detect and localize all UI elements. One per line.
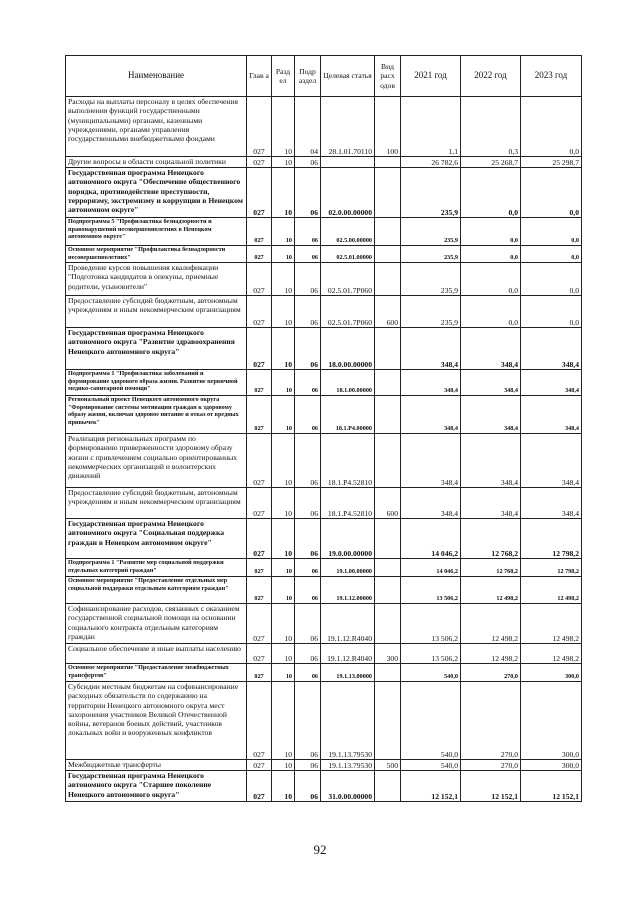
cell-razdel: 10 (272, 664, 295, 682)
cell-target: 28.1.01.70110 (321, 97, 375, 157)
cell-glava: 027 (247, 296, 272, 328)
cell-2021: 235,9 (401, 296, 461, 328)
table-row (66, 370, 582, 396)
cell-target: 19.1.13.79530 (321, 760, 375, 771)
cell-2022: 0,0 (461, 296, 521, 328)
cell-name: Подпрограмма 1 "Развитие мер социальной поддержки отдельных категорий граждан" (66, 559, 247, 577)
cell-2021: 13 506,2 (401, 604, 461, 644)
cell-target: 19.1.13.79530 (321, 682, 375, 760)
cell-2022: 12 498,2 (461, 604, 521, 644)
cell-target: 02.5.01.00000 (321, 246, 375, 263)
cell-vid (375, 246, 401, 263)
cell-2023: 348,4 (521, 328, 582, 370)
cell-vid (375, 664, 401, 682)
cell-vid (375, 519, 401, 559)
cell-glava: 027 (247, 168, 272, 218)
cell-name: Расходы на выплаты персоналу в целях обеспечения выполнения функций государственными (муниципальными) органами, казенными учреждениями, органами управления государственными внебюджетными фондами (66, 97, 247, 157)
cell-2023: 348,4 (521, 396, 582, 434)
cell-razdel: 10 (272, 263, 295, 296)
cell-podrazdel: 06 (295, 771, 321, 802)
cell-razdel: 10 (272, 644, 295, 664)
table-row (66, 644, 582, 664)
cell-2023: 0,0 (521, 168, 582, 218)
cell-name: Государственная программа Ненецкого автономного округа "Развитие здравоохранения Ненецкого автономного округа" (66, 328, 247, 370)
cell-target: 19.1.12.R4040 (321, 604, 375, 644)
cell-podrazdel: 06 (295, 246, 321, 263)
cell-2023: 300,0 (521, 664, 582, 682)
cell-podrazdel: 06 (295, 577, 321, 604)
table-body (66, 97, 582, 802)
cell-name: Основное мероприятие "Предоставление межбюджетных трансфертов" (66, 664, 247, 682)
cell-name: Социальное обеспечение и иные выплаты населению (66, 644, 247, 664)
cell-podrazdel: 06 (295, 682, 321, 760)
cell-glava: 027 (247, 519, 272, 559)
cell-glava: 027 (247, 157, 272, 168)
table-row (66, 559, 582, 577)
cell-2023: 0,0 (521, 97, 582, 157)
cell-2023: 12 798,2 (521, 519, 582, 559)
cell-target: 02.5.00.00000 (321, 218, 375, 246)
cell-glava: 027 (247, 664, 272, 682)
cell-podrazdel: 06 (295, 396, 321, 434)
cell-2022: 348,4 (461, 396, 521, 434)
cell-podrazdel: 06 (295, 604, 321, 644)
cell-name: Субсидии местным бюджетам на софинансирование расходных обязательств по содержанию на территории Ненецкого автономного округа мест захоронения участников Великой Отечественной войны, ветеранов боевых действий, участников локальных войн и вооруженных конфликтов (66, 682, 247, 760)
table-row (66, 664, 582, 682)
cell-target: 19.1.12.R4040 (321, 644, 375, 664)
cell-razdel: 10 (272, 370, 295, 396)
cell-2023: 12 152,1 (521, 771, 582, 802)
cell-2023: 25 298,7 (521, 157, 582, 168)
cell-2021: 540,0 (401, 760, 461, 771)
cell-2022: 12 498,2 (461, 577, 521, 604)
cell-glava: 027 (247, 644, 272, 664)
cell-podrazdel: 06 (295, 296, 321, 328)
cell-podrazdel: 06 (295, 519, 321, 559)
cell-2021: 540,0 (401, 664, 461, 682)
header-vid: Вид расх одов (375, 56, 401, 97)
cell-target: 18.1.P4.00000 (321, 396, 375, 434)
cell-2022: 12 498,2 (461, 644, 521, 664)
cell-razdel: 10 (272, 559, 295, 577)
cell-name: Другие вопросы в области социальной политики (66, 157, 247, 168)
cell-2021: 13 506,2 (401, 644, 461, 664)
cell-2023: 12 498,2 (521, 604, 582, 644)
cell-2021: 26 782,6 (401, 157, 461, 168)
cell-2022: 0,0 (461, 263, 521, 296)
cell-target: 02.0.00.00000 (321, 168, 375, 218)
cell-name: Государственная программа Ненецкого автономного округа "Социальная поддержка граждан в Ненецком автономном округе" (66, 519, 247, 559)
table-row (66, 396, 582, 434)
cell-vid (375, 604, 401, 644)
cell-podrazdel: 06 (295, 370, 321, 396)
cell-2022: 348,4 (461, 488, 521, 519)
cell-vid (375, 263, 401, 296)
cell-2021: 14 046,2 (401, 559, 461, 577)
header-row (66, 56, 582, 97)
cell-target (321, 157, 375, 168)
cell-glava: 027 (247, 559, 272, 577)
cell-glava: 027 (247, 760, 272, 771)
cell-razdel: 10 (272, 488, 295, 519)
table-row (66, 246, 582, 263)
cell-razdel: 10 (272, 168, 295, 218)
cell-vid (375, 559, 401, 577)
cell-razdel: 10 (272, 519, 295, 559)
cell-2023: 348,4 (521, 370, 582, 396)
cell-vid: 600 (375, 296, 401, 328)
header-2023: 2023 год (521, 56, 582, 97)
cell-razdel: 10 (272, 396, 295, 434)
cell-vid (375, 370, 401, 396)
cell-glava: 027 (247, 263, 272, 296)
cell-2022: 348,4 (461, 370, 521, 396)
header-glava: Глав а (247, 56, 272, 97)
table-row (66, 488, 582, 519)
cell-podrazdel: 06 (295, 760, 321, 771)
header-podrazdel: Подр аздел (295, 56, 321, 97)
cell-name: Межбюджетные трансферты (66, 760, 247, 771)
cell-razdel: 10 (272, 157, 295, 168)
cell-glava: 027 (247, 328, 272, 370)
table-row (66, 682, 582, 760)
cell-2021: 14 046,2 (401, 519, 461, 559)
cell-podrazdel: 06 (295, 644, 321, 664)
table-row (66, 519, 582, 559)
header-2021: 2021 год (401, 56, 461, 97)
cell-name: Государственная программа Ненецкого автономного округа "Обеспечение общественного порядка, противодействие преступности, терроризму, экстремизму и коррупции в Ненецком автономном округе" (66, 168, 247, 218)
cell-vid: 300 (375, 644, 401, 664)
cell-2022: 12 152,1 (461, 771, 521, 802)
cell-target: 31.0.00.00000 (321, 771, 375, 802)
cell-target: 18.1.P4.52810 (321, 434, 375, 488)
cell-podrazdel: 06 (295, 168, 321, 218)
cell-2021: 1,1 (401, 97, 461, 157)
table-row (66, 296, 582, 328)
cell-glava: 027 (247, 396, 272, 434)
header-2022: 2022 год (461, 56, 521, 97)
cell-razdel: 10 (272, 246, 295, 263)
cell-2021: 235,9 (401, 263, 461, 296)
cell-target: 18.0.00.00000 (321, 328, 375, 370)
cell-razdel: 10 (272, 604, 295, 644)
cell-target: 19.1.13.00000 (321, 664, 375, 682)
cell-vid (375, 396, 401, 434)
cell-podrazdel: 04 (295, 97, 321, 157)
cell-glava: 027 (247, 97, 272, 157)
cell-name: Основное мероприятие "Предоставление отдельных мер социальной поддержки отдельным категориям граждан" (66, 577, 247, 604)
page-number: 92 (313, 842, 327, 857)
cell-2022: 25 268,7 (461, 157, 521, 168)
cell-target: 02.5.01.7P060 (321, 296, 375, 328)
cell-name: Региональный проект Ненецкого автономного округа "Формирование системы мотивации граждан к здоровому образу жизни, включая здоровое питание и отказ от вредных привычек" (66, 396, 247, 434)
cell-vid: 100 (375, 97, 401, 157)
cell-2021: 13 506,2 (401, 577, 461, 604)
cell-2023: 12 498,2 (521, 644, 582, 664)
cell-2023: 0,0 (521, 246, 582, 263)
cell-razdel: 10 (272, 218, 295, 246)
cell-2021: 235,9 (401, 168, 461, 218)
table-row (66, 157, 582, 168)
cell-2023: 348,4 (521, 488, 582, 519)
cell-razdel: 10 (272, 760, 295, 771)
cell-glava: 027 (247, 218, 272, 246)
cell-glava: 027 (247, 434, 272, 488)
cell-2022: 348,4 (461, 328, 521, 370)
table-row (66, 760, 582, 771)
cell-target: 02.5.01.7P060 (321, 263, 375, 296)
table-row (66, 577, 582, 604)
cell-target: 18.1.P4.52810 (321, 488, 375, 519)
cell-2021: 348,4 (401, 370, 461, 396)
cell-2022: 270,0 (461, 664, 521, 682)
cell-2022: 348,4 (461, 434, 521, 488)
table-row (66, 168, 582, 218)
cell-podrazdel: 06 (295, 157, 321, 168)
cell-vid: 500 (375, 760, 401, 771)
cell-podrazdel: 06 (295, 559, 321, 577)
cell-2022: 270,0 (461, 682, 521, 760)
cell-2021: 540,0 (401, 682, 461, 760)
cell-2022: 12 768,2 (461, 519, 521, 559)
cell-2023: 12 798,2 (521, 559, 582, 577)
cell-glava: 027 (247, 682, 272, 760)
cell-vid (375, 577, 401, 604)
cell-vid (375, 218, 401, 246)
cell-glava: 027 (247, 604, 272, 644)
cell-target: 18.1.00.00000 (321, 370, 375, 396)
cell-2023: 12 498,2 (521, 577, 582, 604)
cell-razdel: 10 (272, 577, 295, 604)
cell-2023: 0,0 (521, 263, 582, 296)
cell-2023: 0,0 (521, 296, 582, 328)
header-target: Целевая статья (321, 56, 375, 97)
cell-target: 19.1.00.00000 (321, 559, 375, 577)
cell-razdel: 10 (272, 434, 295, 488)
cell-target: 19.1.12.00000 (321, 577, 375, 604)
cell-2021: 348,4 (401, 328, 461, 370)
cell-2022: 0,0 (461, 168, 521, 218)
cell-podrazdel: 06 (295, 488, 321, 519)
table-row (66, 434, 582, 488)
cell-vid (375, 771, 401, 802)
table-row (66, 771, 582, 802)
cell-name: Подпрограмма 5 "Профилактика безнадзорности и правонарушений несовершеннолетних в Ненецком автономном округе" (66, 218, 247, 246)
cell-2023: 0,0 (521, 218, 582, 246)
cell-glava: 027 (247, 370, 272, 396)
cell-vid (375, 157, 401, 168)
cell-2022: 0,3 (461, 97, 521, 157)
cell-2021: 235,9 (401, 218, 461, 246)
cell-name: Государственная программа Ненецкого автономного округа "Старшее поколение Ненецкого автономного округа" (66, 771, 247, 802)
cell-vid (375, 682, 401, 760)
cell-2023: 348,4 (521, 434, 582, 488)
cell-razdel: 10 (272, 328, 295, 370)
cell-vid (375, 434, 401, 488)
table-row (66, 97, 582, 157)
cell-2021: 12 152,1 (401, 771, 461, 802)
table-row (66, 328, 582, 370)
cell-2023: 300,0 (521, 760, 582, 771)
cell-podrazdel: 06 (295, 263, 321, 296)
cell-2023: 300,0 (521, 682, 582, 760)
cell-glava: 027 (247, 246, 272, 263)
cell-razdel: 10 (272, 296, 295, 328)
cell-vid: 600 (375, 488, 401, 519)
cell-2022: 270,0 (461, 760, 521, 771)
cell-name: Подпрограмма 1 "Профилактика заболеваний и формирование здорового образа жизни. Развитие первичной медико-санитарной помощи" (66, 370, 247, 396)
budget-table (65, 55, 582, 802)
table-row (66, 218, 582, 246)
cell-name: Основное мероприятие "Профилактика безнадзорности несовершеннолетних" (66, 246, 247, 263)
cell-target: 19.0.00.00000 (321, 519, 375, 559)
cell-razdel: 10 (272, 97, 295, 157)
cell-podrazdel: 06 (295, 664, 321, 682)
cell-2021: 348,4 (401, 488, 461, 519)
cell-razdel: 10 (272, 771, 295, 802)
cell-podrazdel: 06 (295, 218, 321, 246)
header-razdel: Разд ел (272, 56, 295, 97)
table-row (66, 604, 582, 644)
cell-2022: 12 768,2 (461, 559, 521, 577)
cell-vid (375, 168, 401, 218)
cell-razdel: 10 (272, 682, 295, 760)
cell-2021: 348,4 (401, 434, 461, 488)
cell-2021: 235,9 (401, 246, 461, 263)
cell-name: Предоставление субсидий бюджетным, автономным учреждениям и иным некоммерческим организациям (66, 296, 247, 328)
header-name: Наименование (66, 56, 247, 97)
cell-vid (375, 328, 401, 370)
cell-name: Реализация региональных программ по формированию приверженности здоровому образу жизни с привлечением социально ориентированных некоммерческих организаций и волонтерских движений (66, 434, 247, 488)
cell-2021: 348,4 (401, 396, 461, 434)
cell-name: Проведение курсов повышения квалификации "Подготовка кандидатов в опекуны, приемные родители, усыновители" (66, 263, 247, 296)
table-row (66, 263, 582, 296)
cell-glava: 027 (247, 488, 272, 519)
cell-2022: 0,0 (461, 246, 521, 263)
cell-podrazdel: 06 (295, 434, 321, 488)
cell-podrazdel: 06 (295, 328, 321, 370)
cell-glava: 027 (247, 771, 272, 802)
cell-glava: 027 (247, 577, 272, 604)
cell-2022: 0,0 (461, 218, 521, 246)
cell-name: Софинансирование расходов, связанных с оказанием государственной социальной помощи на основании социального контракта отдельным категориям граждан (66, 604, 247, 644)
cell-name: Предоставление субсидий бюджетным, автономным учреждениям и иным некоммерческим организациям (66, 488, 247, 519)
